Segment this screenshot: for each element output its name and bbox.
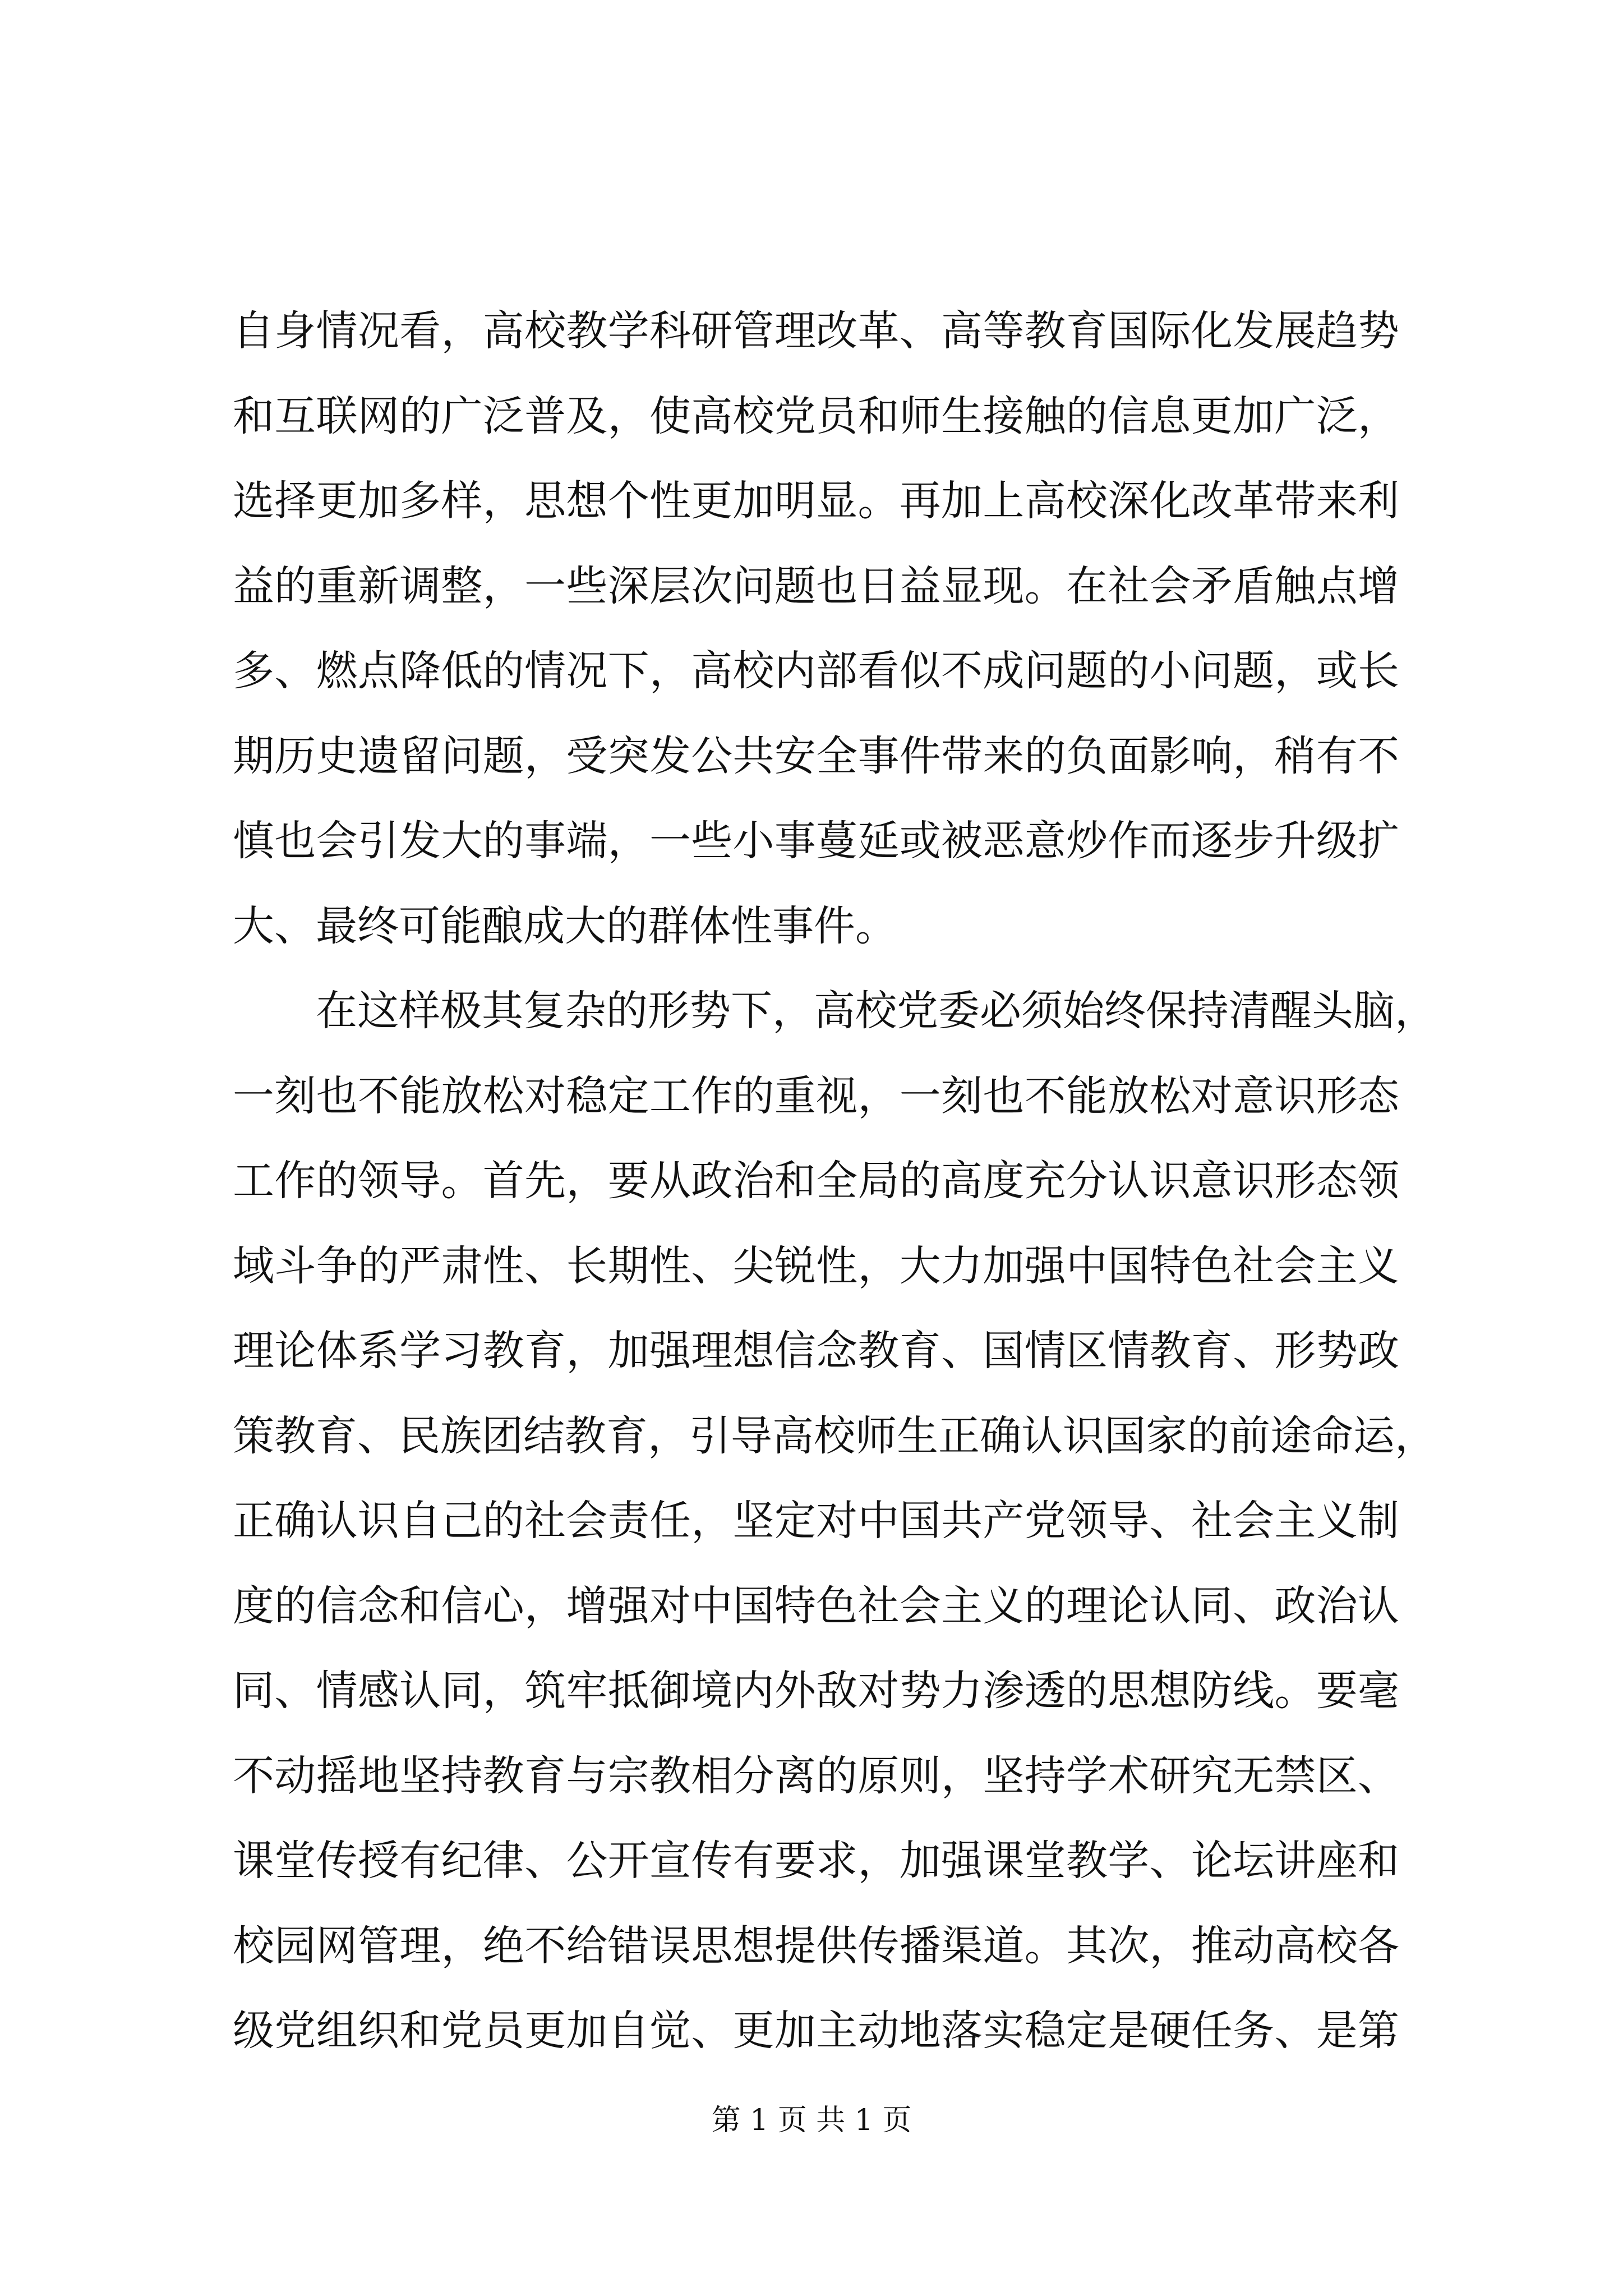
paragraph-1-line-1: 自身情况看，高校教学科研管理改革、高等教育国际化发展趋势 <box>233 307 1399 355</box>
page-footer <box>0 2101 1623 2140</box>
paragraph-2-line-10: 不动摇地坚持教育与宗教相分离的原则，坚持学术研究无禁区、 <box>233 1752 1399 1800</box>
paragraph-1-line-3: 选择更加多样，思想个性更加明显。再加上高校深化改革带来利 <box>233 477 1399 525</box>
paragraph-1-line-2: 和互联网的广泛普及，使高校党员和师生接触的信息更加广泛， <box>233 392 1399 440</box>
paragraph-2-line-2: 一刻也不能放松对稳定工作的重视，一刻也不能放松对意识形态 <box>233 1072 1399 1120</box>
paragraph-1-line-4: 益的重新调整，一些深层次问题也日益显现。在社会矛盾触点增 <box>233 562 1399 610</box>
paragraph-2-line-5: 理论体系学习教育，加强理想信念教育、国情区情教育、形势政 <box>233 1327 1399 1375</box>
paragraph-2-line-1: 在这样极其复杂的形势下，高校党委必须始终保持清醒头脑， <box>316 987 1436 1035</box>
paragraph-2-line-8: 度的信念和信心，增强对中国特色社会主义的理论认同、政治认 <box>233 1582 1399 1630</box>
paragraph-2-line-7: 正确认识自己的社会责任，坚定对中国共产党领导、社会主义制 <box>233 1497 1399 1545</box>
paragraph-2-line-3: 工作的领导。首先，要从政治和全局的高度充分认识意识形态领 <box>233 1157 1399 1205</box>
paragraph-2-line-13: 级党组织和党员更加自觉、更加主动地落实稳定是硬任务、是第 <box>233 2007 1399 2055</box>
paragraph-1-line-8: 大、最终可能酿成大的群体性事件。 <box>233 902 897 950</box>
paragraph-2-line-6: 策教育、民族团结教育，引导高校师生正确认识国家的前途命运， <box>233 1412 1436 1460</box>
paragraph-2-line-11: 课堂传授有纪律、公开宣传有要求，加强课堂教学、论坛讲座和 <box>233 1837 1399 1885</box>
paragraph-1-line-5: 多、燃点降低的情况下，高校内部看似不成问题的小问题，或长 <box>233 647 1399 695</box>
page-number-label: 第 1 页 共 1 页 <box>711 2104 912 2137</box>
paragraph-2-line-12: 校园网管理，绝不给错误思想提供传播渠道。其次，推动高校各 <box>233 1922 1399 1970</box>
paragraph-1-line-7: 慎也会引发大的事端，一些小事蔓延或被恶意炒作而逐步升级扩 <box>233 817 1399 865</box>
paragraph-1-line-6: 期历史遗留问题，受突发公共安全事件带来的负面影响，稍有不 <box>233 732 1399 780</box>
paragraph-2-line-4: 域斗争的严肃性、长期性、尖锐性，大力加强中国特色社会主义 <box>233 1242 1399 1290</box>
paragraph-2-line-9: 同、情感认同，筑牢抵御境内外敌对势力渗透的思想防线。要毫 <box>233 1667 1399 1715</box>
